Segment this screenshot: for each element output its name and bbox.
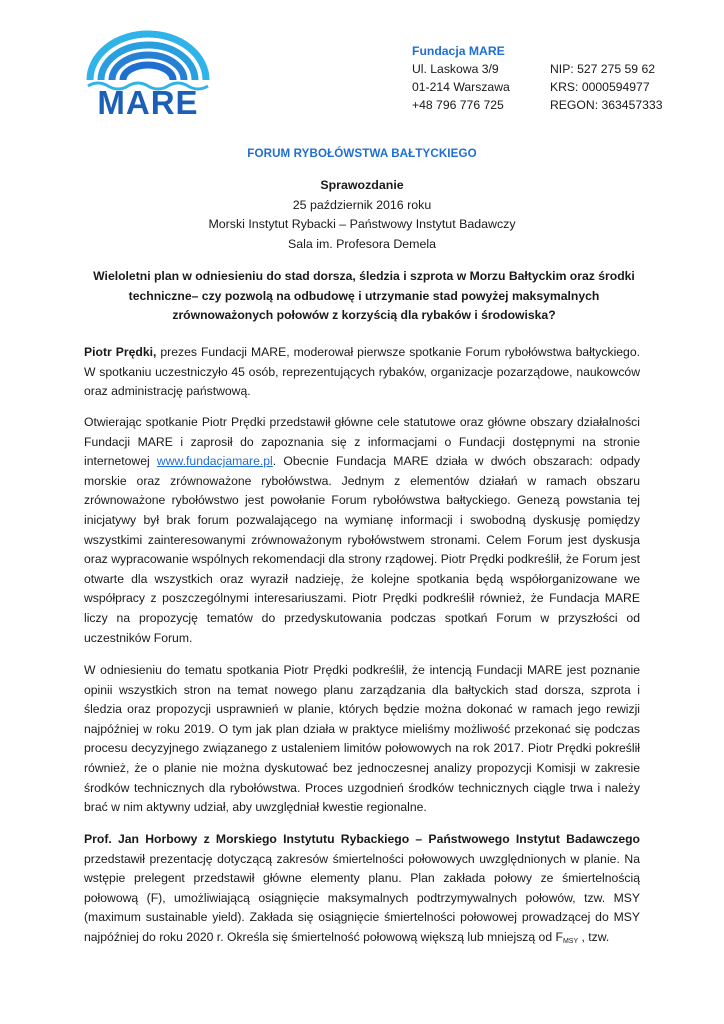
- paragraph-topic-intro: W odniesieniu do tematu spotkania Piotr Prędki podkreślił, że intencją Fundacji MARE jest poznanie opinii wszystkich stron na temat nowego planu zarządzania dla bałtyckich stad dorsza, szprota i śledzia oraz propozycji usprawnień w planie, których będzie można dokonać w ramach jego rewizji najpóźniej w roku 2019. O tym jak plan działa w praktyce mieliśmy możliwość przekonać się podczas procesu decyzyjnego związanego z ustaleniem limitów połowowych na rok 2017. Piotr Prędki pokreślił również, że o planie nie można dyskutować bez jednoczesnej analizy propozycji Komisji w zakresie środków technicznych dla rybołówstwa. Proces uzgodnień środków technicznych ciągle trwa i należy brać w nim aktywny udział, aby uwzględniał kwestie regionalne.: [84, 663, 640, 815]
- address-street: Ul. Laskowa 3/9: [412, 62, 499, 76]
- report-venue: Morski Instytut Rybacki – Państwowy Instytut Badawczy: [208, 217, 516, 231]
- paragraph-text: . Obecnie Fundacja MARE działa w dwóch obszarach: odpady morskie oraz zrównoważone rybołówstwa. Jednym z elementów działań w ramach obszaru zrównoważone rybołówstwo jest powołanie Forum rybołówstwa bałtyckiego. Genezą powstania tej inicjatywy był brak forum pozwalającego na wymianę informacji i swobodną dyskusję pomiędzy wszystkimi zainteresowanymi zrównoważonym rybołówstwem stronami. Celem Forum jest dyskusja oraz wypracowanie wspólnych rekomendacji dla strony rządowej. Piotr Prędki podkreślił, że Forum jest otwarte dla wszystkich oraz wyraził nadzieję, że kolejne spotkania będą współorganizowane we współpracy z poszczególnymi interesariuszami. Piotr Prędki podkreślił również, że Fundacja MARE liczy na propozycję tematów do przedyskutowania podczas spotkań Forum w przyszłości od uczestników Forum.: [84, 454, 640, 645]
- report-header: [0, 176, 724, 254]
- org-registry-block: [550, 60, 662, 114]
- website-link[interactable]: www.fundacjamare.pl: [156, 454, 273, 469]
- speaker-name: Piotr Prędki,: [84, 345, 157, 359]
- forum-title: FORUM RYBOŁÓWSTWA BAŁTYCKIEGO: [247, 147, 477, 160]
- paragraph-moderator: [84, 343, 640, 402]
- speaker-name: Prof. Jan Horbowy z Morskiego Instytutu Rybackiego – Państwowego Instytut Badawczego: [84, 832, 640, 846]
- regon-number: REGON: 363457333: [550, 98, 663, 112]
- paragraph-text: Otwierając spotkanie Piotr Prędki przedstawił główne cele statutowe oraz główne obszary działalności Fundacji MARE i zaprosił do zapoznania się z informacjami o Fundacji dostępnymi na stronie internetowej: [84, 415, 640, 469]
- report-room: Sala im. Profesora Demela: [287, 236, 437, 251]
- mare-logo: [84, 30, 212, 120]
- meeting-topic: Wieloletni plan w odniesieniu do stad dorsza, śledzia i szprota w Morzu Bałtyckim oraz środki techniczne– czy pozwolą na odbudowę i utrzymanie stad powyżej maksymalnych zrównoważonych połowów z korzyścią dla rybaków i środowiska?: [93, 269, 635, 322]
- subscript-msy: MSY: [562, 937, 579, 945]
- paragraph-opening: [84, 413, 640, 648]
- nip-number: NIP: 527 275 59 62: [550, 62, 656, 76]
- paragraph-presentation: [84, 830, 640, 952]
- address-city: 01-214 Warszawa: [412, 80, 510, 94]
- report-date: 25 październik 2016 roku: [292, 197, 432, 212]
- paragraph-text: , tzw.: [578, 929, 610, 944]
- paragraph-text: przedstawił prezentację dotyczącą zakresów śmiertelności połowowych uwzględnionych w planie. Na wstępie prelegent przedstawił główne elementy planu. Plan zakłada połowy ze śmiertelnością połowową (F), umożliwiającą osiągnięcie maksymalnych podtrzymywalnych połowów, tzw. MSY (maximum sustainable yield). Zakłada się osiągnięcie śmiertelności połowowej prowadzącej do MSY najpóźniej do roku 2020 r. Określa się śmiertelność połowową większą lub mniejszą od F: [84, 851, 640, 944]
- org-name: Fundacja MARE: [412, 44, 505, 58]
- phone-number: +48 796 776 725: [412, 98, 504, 112]
- logo-wordmark: MARE: [97, 84, 199, 121]
- org-address-block: [412, 42, 510, 114]
- paragraph-text: prezes Fundacji MARE, moderował pierwsze spotkanie Forum rybołówstwa bałtyckiego. W spotkaniu uczestniczyło 45 osób, reprezentujących rybaków, organizacje pozarządowe, naukowców oraz administrację państwową.: [84, 345, 640, 399]
- report-heading: Sprawozdanie: [320, 178, 404, 192]
- krs-number: KRS: 0000594977: [550, 80, 650, 94]
